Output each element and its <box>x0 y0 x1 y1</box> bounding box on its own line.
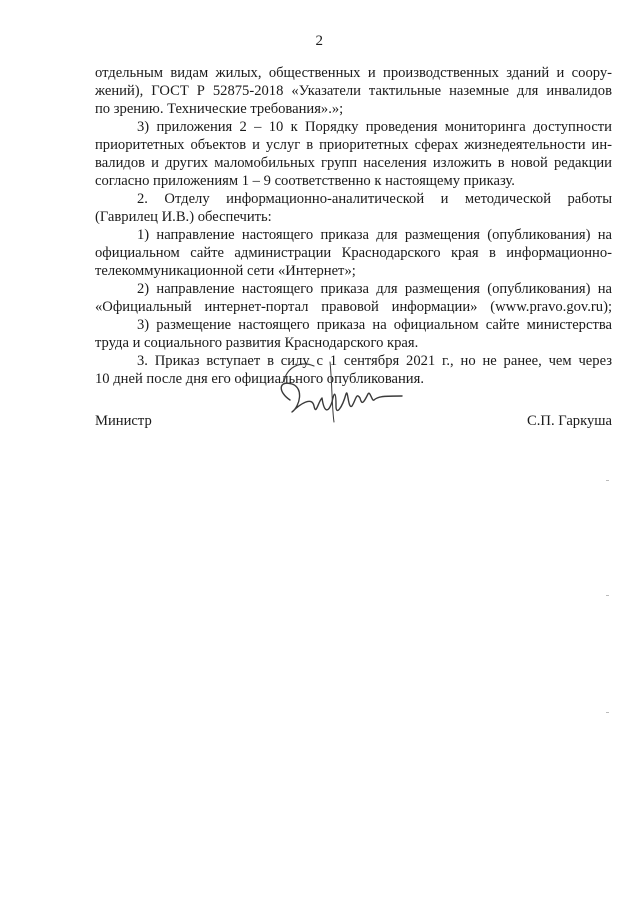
text-line: согласно приложениям 1 – 9 соответственно к настоящему приказу. <box>95 173 515 189</box>
text-line: 3) приложения 2 – 10 к Порядку проведения мониторинга доступности <box>137 119 612 135</box>
text-line: отдельным видам жилых, общественных и производственных зданий и соору- <box>95 65 612 81</box>
text-line: 1) направление настоящего приказа для размещения (опубликования) на <box>137 227 612 243</box>
text-line: труда и социального развития Краснодарского края. <box>95 335 419 351</box>
text-line: жений), ГОСТ Р 52875-2018 «Указатели тактильные наземные для инвалидов <box>95 83 612 99</box>
text-line: 3. Приказ вступает в силу с 1 сентября 2021 г., но не ранее, чем через <box>137 353 612 369</box>
text-line: (Гаврилец И.В.) обеспечить: <box>95 209 272 225</box>
handwritten-signature <box>270 340 410 440</box>
text-line: 10 дней после дня его официального опубликования. <box>95 371 424 387</box>
signoff-title: Министр <box>95 413 152 429</box>
signoff-name: С.П. Гаркуша <box>527 413 612 429</box>
text-line: «Официальный интернет-портал правовой информации» (www.pravo.gov.ru); <box>95 299 612 315</box>
text-line: 3) размещение настоящего приказа на официальном сайте министерства <box>137 317 612 333</box>
scan-edge-mark <box>606 480 609 481</box>
text-line: телекоммуникационной сети «Интернет»; <box>95 263 356 279</box>
text-line: 2. Отделу информационно-аналитической и методической работы <box>137 191 612 207</box>
page-number: 2 <box>315 33 324 49</box>
scan-edge-mark <box>606 595 609 596</box>
scan-edge-mark <box>606 712 609 713</box>
text-line: валидов и других маломобильных групп населения изложить в новой редакции <box>95 155 612 171</box>
text-line: по зрению. Технические требования».»; <box>95 101 344 117</box>
text-line: приоритетных объектов и услуг в приоритетных сферах жизнедеятельности ин- <box>95 137 612 153</box>
text-line: 2) направление настоящего приказа для размещения (опубликования) на <box>137 281 612 297</box>
text-line: официальном сайте администрации Краснодарского края в информационно- <box>95 245 612 261</box>
